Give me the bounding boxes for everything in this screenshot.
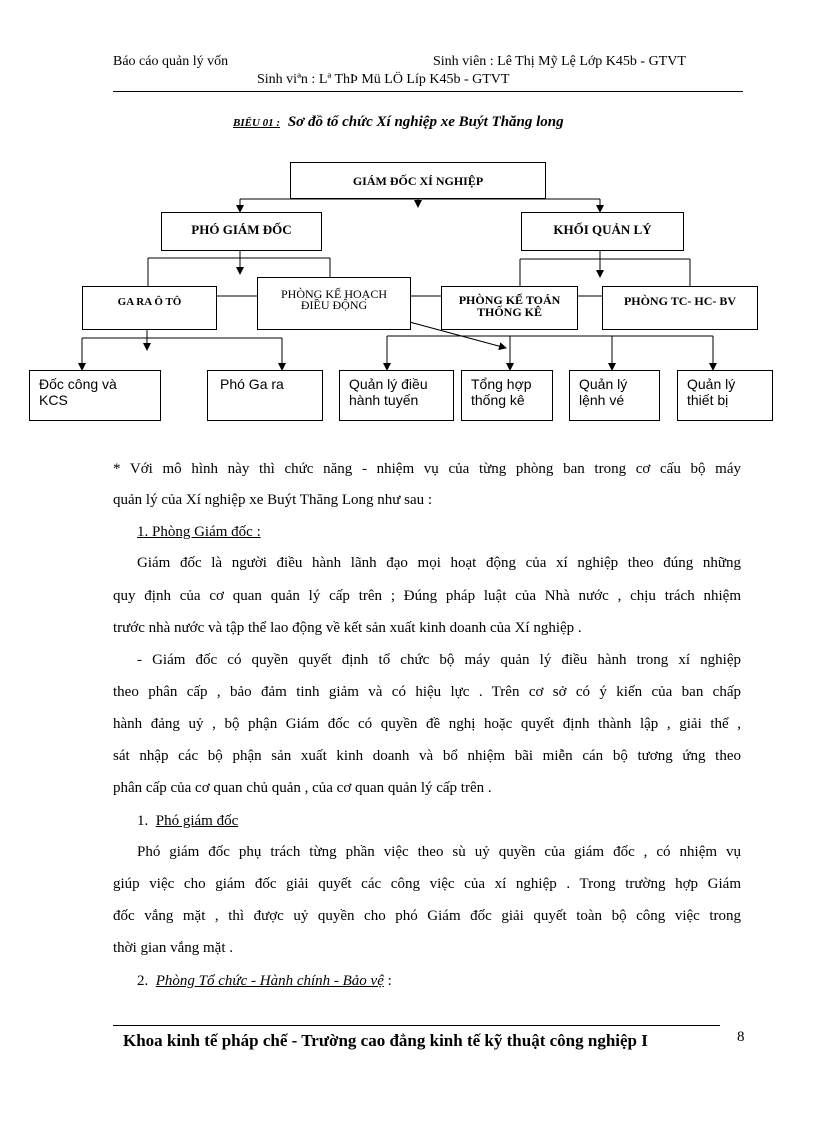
- box-planning-dispatch-line2: ĐIỀU ĐỘNG: [300, 298, 368, 312]
- para-2-line-4: sát nhập các bộ phận sản xuất kinh doanh và bổ nhiệm bãi miễn cán bộ tương ứng theo: [113, 748, 741, 764]
- box-summary-line2: thống kê: [471, 392, 525, 408]
- box-foreman-line1: Đốc công và: [39, 376, 117, 392]
- para-3-line-2: giúp việc cho giám đốc giải quyết các công việc của xí nghiệp . Trong trường hợp Giám: [113, 876, 741, 892]
- section-3-colon: :: [383, 973, 392, 989]
- section-2-heading: [137, 813, 238, 830]
- box-foreman-line2: KCS: [39, 392, 68, 408]
- box-planning-dispatch: [257, 277, 411, 330]
- box-route-line2: hành tuyến: [349, 392, 419, 408]
- box-route-management: [339, 370, 454, 421]
- para-1-line-1: Giám đốc là người điều hành lãnh đạo mọi hoạt động của xí nghiệp theo đúng những: [137, 555, 741, 571]
- para-1-line-2: quy định của cơ quan quản lý cấp trên ; Đúng pháp luật của Nhà nước , chịu trách nhiệm: [113, 588, 741, 604]
- header-student-info: Sinh viên : Lê Thị Mỹ Lệ Lớp K45b - GTVT: [433, 54, 686, 69]
- section-2-number: 1.: [137, 813, 149, 829]
- box-director-label: GIÁM ĐỐC XÍ NGHIỆP: [352, 174, 484, 188]
- box-deputy-director-label: PHÓ GIÁM ĐỐC: [191, 222, 292, 237]
- box-garage: [82, 286, 217, 330]
- box-admin-label: PHÒNG TC- HC- BV: [623, 294, 737, 308]
- box-equipment: [677, 370, 773, 421]
- box-garage-label: GA RA Ô TÔ: [117, 296, 182, 308]
- footer-text: Khoa kinh tế pháp chế - Trường cao đẳng kinh tế kỹ thuật công nghiệp I: [123, 1031, 648, 1050]
- box-deputy-garage: [207, 370, 323, 421]
- box-management-block: [521, 212, 684, 251]
- para-3-line-1: Phó giám đốc phụ trách từng phần việc theo sù uỷ quyền của giám đốc , có nhiệm vụ: [137, 844, 741, 860]
- para-3-line-4: thời gian vắng mặt .: [113, 940, 233, 956]
- box-equipment-line2: thiết bị: [687, 392, 729, 408]
- section-3-number: 2.: [137, 973, 149, 989]
- box-equipment-line1: Quản lý: [687, 376, 736, 392]
- header-report-title: Báo cáo quản lý vốn: [113, 54, 229, 69]
- para-2-line-2: theo phân cấp , bảo đảm tinh giảm và có hiệu lực . Trên cơ sở có ý kiến của ban chấp: [113, 684, 741, 700]
- box-planning-dispatch-line1: PHÒNG KẾ HOẠCH: [280, 287, 387, 301]
- diagram-label: BIỂU 01 :: [233, 117, 281, 129]
- box-orders-line1: Quản lý: [579, 376, 628, 392]
- box-orders-line2: lệnh vé: [579, 392, 625, 408]
- para-2-line-5: phân cấp của cơ quan chủ quản , của cơ quan quản lý cấp trên .: [113, 780, 492, 796]
- header-student-info-garbled: Sinh viªn : Lª ThÞ Mü LÖ Líp K45b - GTVT: [257, 72, 510, 87]
- para-2-line-3: hành đảng uỷ , bộ phận Giám đốc có quyền đề nghị hoặc quyết định thành lập , giải thể ,: [113, 716, 741, 732]
- diagram-title-text: Sơ đồ tổ chức Xí nghiệp xe Buýt Thăng long: [287, 114, 564, 130]
- box-accounting-line2: THỐNG KÊ: [476, 305, 542, 319]
- box-summary-line1: Tổng hợp: [471, 376, 532, 392]
- box-management-block-label: KHỐI QUẢN LÝ: [553, 222, 652, 237]
- para-3-line-3: đốc vắng mặt , thì được uỷ quyền cho phó Giám đốc giải quyết toàn bộ công việc trong: [113, 908, 741, 924]
- section-2-title: Phó giám đốc: [155, 813, 239, 829]
- box-route-line1: Quản lý điều: [349, 376, 428, 392]
- box-deputy-director: [161, 212, 322, 251]
- para-1-line-3: trước nhà nước và tập thể lao động về kết sản xuất kinh doanh của Xí nghiệp .: [113, 620, 582, 636]
- box-accounting-line1: PHÒNG KẾ TOÁN: [458, 293, 561, 307]
- page-number: 8: [737, 1029, 745, 1045]
- box-ticket-orders: [569, 370, 660, 421]
- intro-line-1: * Với mô hình này thì chức năng - nhiệm vụ của từng phòng ban trong cơ cấu bộ máy: [113, 461, 741, 477]
- section-3-title: Phòng Tổ chức - Hành chính - Bảo vệ: [155, 973, 384, 989]
- box-deputy-garage-label: Phó Ga ra: [220, 376, 284, 392]
- intro-line-2: quản lý của Xí nghiệp xe Buýt Thăng Long như sau :: [113, 492, 433, 508]
- box-director: [290, 162, 546, 199]
- footer-rule: [113, 1025, 720, 1026]
- para-2-line-1: - Giám đốc có quyền quyết định tổ chức bộ máy quản lý điều hành trong xí nghiệp: [137, 652, 741, 668]
- section-1-heading: 1. Phòng Giám đốc :: [137, 524, 261, 540]
- box-admin: [602, 286, 758, 330]
- box-summary-stats: [461, 370, 553, 421]
- box-foreman-kcs: [29, 370, 161, 421]
- section-3-heading: [137, 973, 392, 990]
- box-accounting: [441, 286, 578, 330]
